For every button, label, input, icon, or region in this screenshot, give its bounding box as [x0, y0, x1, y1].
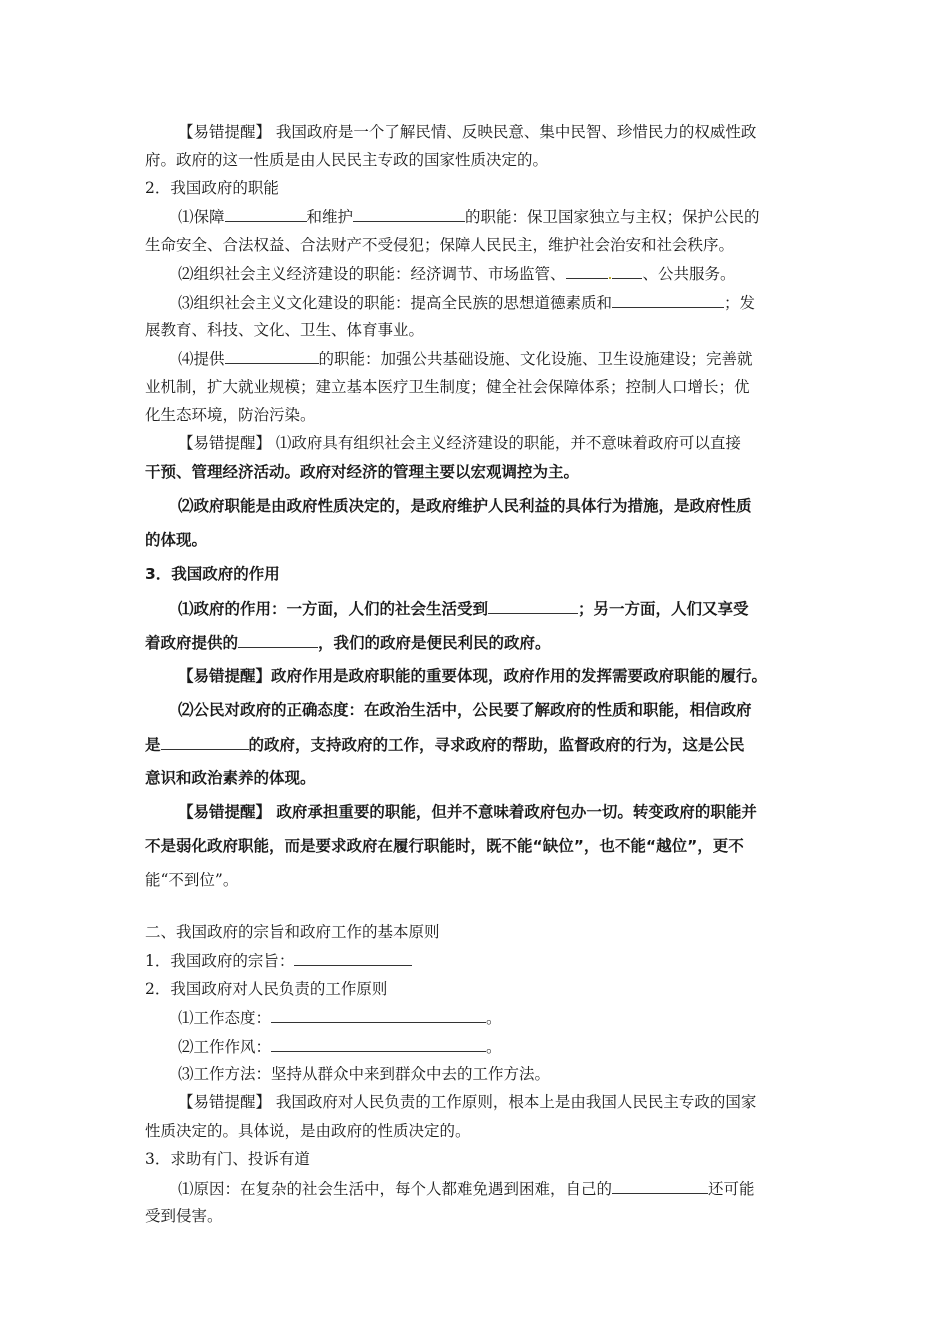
paragraph [178, 1064, 550, 1084]
heading [145, 178, 279, 198]
note-paragraph [178, 802, 757, 822]
text: 性质决定的。具体说，是由政府的性质决定的。 [145, 1122, 471, 1140]
text: ；发 [724, 294, 756, 312]
text: 是 [145, 736, 161, 754]
paragraph [178, 1007, 502, 1028]
paragraph [178, 348, 753, 369]
fill-blank[interactable] [161, 734, 249, 750]
text: 3．求助有门、投诉有道 [145, 1150, 310, 1168]
text: 能“不到位”。 [145, 871, 239, 889]
paragraph [145, 768, 316, 788]
note-paragraph [178, 433, 741, 453]
note-paragraph [178, 1092, 756, 1112]
text: ⑴保障 [178, 208, 225, 226]
text: 。 [486, 1009, 502, 1027]
fill-blank[interactable] [353, 206, 465, 222]
note-paragraph [145, 462, 579, 482]
text: 的体现。 [145, 531, 208, 549]
text: ⑴政府的作用：一方面，人们的社会生活受到 [178, 600, 489, 618]
text: 的职能：加强公共基础设施、文化设施、卫生设施建设；完善就 [318, 350, 753, 368]
fill-blank[interactable] [612, 263, 642, 279]
text: ⑴原因：在复杂的社会生活中，每个人都难免遇到困难，自己的 [178, 1180, 613, 1198]
note-paragraph [178, 496, 752, 516]
fill-blank[interactable] [566, 263, 608, 279]
note-paragraph [145, 1121, 471, 1141]
text: ⑵政府职能是由政府性质决定的，是政府维护人民利益的具体行为措施，是政府性质 [178, 497, 752, 515]
text: 【易错提醒】政府作用是政府职能的重要体现，政府作用的发挥需要政府职能的履行。 [178, 667, 768, 685]
note-paragraph [145, 530, 207, 550]
paragraph [145, 235, 734, 255]
note-paragraph [178, 666, 767, 686]
fill-blank[interactable] [225, 348, 319, 364]
note-paragraph [145, 836, 744, 856]
text: 还可能 [708, 1180, 755, 1198]
text: ⑷提供 [178, 350, 225, 368]
text: 2．我国政府对人民负责的工作原则 [145, 980, 388, 998]
heading [145, 979, 387, 999]
fill-blank[interactable] [294, 950, 412, 966]
text: 【易错提醒】 ⑴政府具有组织社会主义经济建设的职能，并不意味着政府可以直接 [178, 434, 741, 452]
text: 3．我国政府的作用 [145, 565, 280, 583]
text: 【易错提醒】 政府承担重要的职能，但并不意味着政府包办一切。转变政府的职能并 [178, 803, 757, 821]
text: 的职能：保卫国家独立与主权；保护公民的 [465, 208, 760, 226]
text: 不是弱化政府职能，而是要求政府在履行职能时，既不能“缺位”，也不能“越位”，更不 [145, 837, 744, 855]
paragraph [178, 1178, 755, 1199]
text: ；另一方面，人们又享受 [578, 600, 749, 618]
note-paragraph [178, 122, 756, 142]
paragraph [145, 405, 316, 425]
text: ⑶工作方法：坚持从群众中来到群众中去的工作方法。 [178, 1065, 551, 1083]
text: 着政府提供的 [145, 634, 239, 652]
paragraph [145, 632, 551, 653]
text: 的政府，支持政府的工作，寻求政府的帮助，监督政府的行为，这是公民 [248, 736, 745, 754]
text: ⑵工作作风： [178, 1038, 272, 1056]
heading [145, 1149, 310, 1169]
note-paragraph [145, 150, 548, 170]
paragraph [178, 206, 760, 227]
text: ，我们的政府是便民利民的政府。 [318, 634, 551, 652]
text: 干预、管理经济活动。政府对经济的管理主要以宏观调控为主。 [145, 463, 580, 481]
section-title [145, 922, 440, 942]
paragraph [145, 1206, 223, 1226]
text: 府。政府的这一性质是由人民民主专政的国家性质决定的。 [145, 151, 549, 169]
text: 2．我国政府的职能 [145, 179, 279, 197]
paragraph [145, 734, 745, 755]
paragraph [145, 377, 750, 397]
fill-blank[interactable] [238, 632, 318, 648]
text: 1．我国政府的宗旨： [145, 952, 295, 970]
text: 生命安全、合法权益、合法财产不受侵犯；保障人民民主，维护社会治安和社会秩序。 [145, 236, 735, 254]
text: 业机制，扩大就业规模；建立基本医疗卫生制度；健全社会保障体系；控制人口增长；优 [145, 378, 750, 396]
paragraph [178, 292, 755, 313]
fill-blank[interactable] [488, 598, 578, 614]
text: ⑶组织社会主义文化建设的职能：提高全民族的思想道德素质和 [178, 294, 613, 312]
paragraph [178, 700, 752, 720]
mark: . [607, 265, 613, 283]
paragraph [178, 1036, 502, 1057]
heading [145, 564, 280, 584]
fill-blank[interactable] [612, 1178, 708, 1194]
paragraph [145, 320, 424, 340]
text: 化生态环境，防治污染。 [145, 406, 316, 424]
text: ⑴工作态度： [178, 1009, 272, 1027]
text: ⑵组织社会主义经济建设的职能：经济调节、市场监管、 [178, 265, 566, 283]
paragraph [178, 598, 749, 619]
text: 和维护 [306, 208, 354, 226]
paragraph [178, 263, 735, 284]
text: 展教育、科技、文化、卫生、体育事业。 [145, 321, 425, 339]
fill-blank[interactable] [612, 292, 724, 308]
text: ⑵公民对政府的正确态度：在政治生活中，公民要了解政府的性质和职能，相信政府 [178, 701, 752, 719]
fill-blank[interactable] [271, 1007, 486, 1023]
text: 意识和政治素养的体现。 [145, 769, 316, 787]
fill-blank[interactable] [271, 1036, 486, 1052]
note-paragraph [145, 870, 238, 890]
text: 二、我国政府的宗旨和政府工作的基本原则 [145, 923, 440, 941]
text: 。 [486, 1038, 502, 1056]
text: 【易错提醒】 我国政府是一个了解民情、反映民意、集中民智、珍惜民力的权威性政 [178, 123, 757, 141]
text: 【易错提醒】 我国政府对人民负责的工作原则，根本上是由我国人民民主专政的国家 [178, 1093, 757, 1111]
paragraph [145, 950, 412, 971]
text: 受到侵害。 [145, 1207, 223, 1225]
text: 、公共服务。 [642, 265, 736, 283]
fill-blank[interactable] [225, 206, 307, 222]
